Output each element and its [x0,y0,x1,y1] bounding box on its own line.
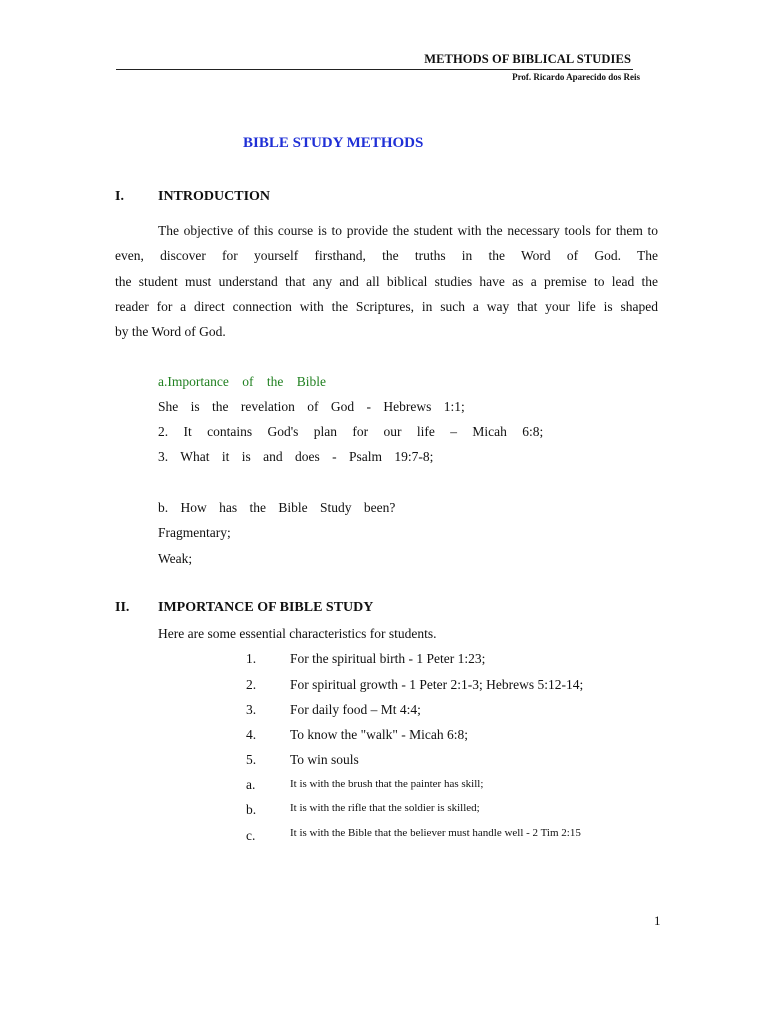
list-item: To win souls [290,752,359,767]
list-marker: 2. [246,677,257,692]
list-marker: 5. [246,752,257,767]
list-item: Fragmentary; [158,525,231,540]
list-item: 3. What it is and does - Psalm 19:7-8; [158,449,434,464]
document-title: BIBLE STUDY METHODS [243,135,424,151]
section-number: II. [115,600,130,615]
intro-paragraph [115,218,658,344]
list-item: 2. It contains God's plan for our life – Micah 6:8; [158,424,544,439]
section-title: INTRODUCTION [158,189,271,204]
paragraph-line: The objective of this course is to provide the student with the necessary tools for them to [158,223,658,238]
list-item: It is with the Bible that the believer must handle well - 2 Tim 2:15 [290,827,581,839]
list-item: For the spiritual birth - 1 Peter 1:23; [290,651,486,666]
subsection-heading: a.Importance of the Bible [158,374,326,389]
list-item: It is with the brush that the painter has skill; [290,778,484,790]
paragraph-line: even, discover for yourself firsthand, the truths in the Word of God. The [115,248,658,264]
list-marker: 3. [246,702,257,717]
section-intro: Here are some essential characteristics for students. [158,626,437,641]
section-title: IMPORTANCE OF BIBLE STUDY [158,600,374,615]
running-header-author: Prof. Ricardo Aparecido dos Reis [512,72,640,82]
list-item: She is the revelation of God - Hebrews 1:1; [158,399,465,414]
list-marker: 1. [246,651,257,666]
header-rule [116,69,633,70]
paragraph-line: by the Word of God. [115,324,226,340]
list-item: To know the "walk" - Micah 6:8; [290,727,469,742]
list-marker: 4. [246,727,257,742]
paragraph-line: reader for a direct connection with the Scriptures, in such a way that your life is shaped [115,298,658,314]
list-marker: b. [246,802,257,817]
list-marker: c. [246,828,256,843]
list-marker: a. [246,777,256,792]
page-number: 1 [654,913,661,928]
paragraph-line: the student must understand that any and all biblical studies have as a premise to lead the [115,273,658,289]
list-item: It is with the rifle that the soldier is skilled; [290,802,480,814]
subsection-heading: b. How has the Bible Study been? [158,500,396,515]
list-item: Weak; [158,551,193,566]
list-item: For spiritual growth - 1 Peter 2:1-3; Hebrews 5:12-14; [290,677,584,692]
section-number: I. [115,189,124,204]
list-item: For daily food – Mt 4:4; [290,702,421,717]
running-header-title: METHODS OF BIBLICAL STUDIES [424,52,631,66]
